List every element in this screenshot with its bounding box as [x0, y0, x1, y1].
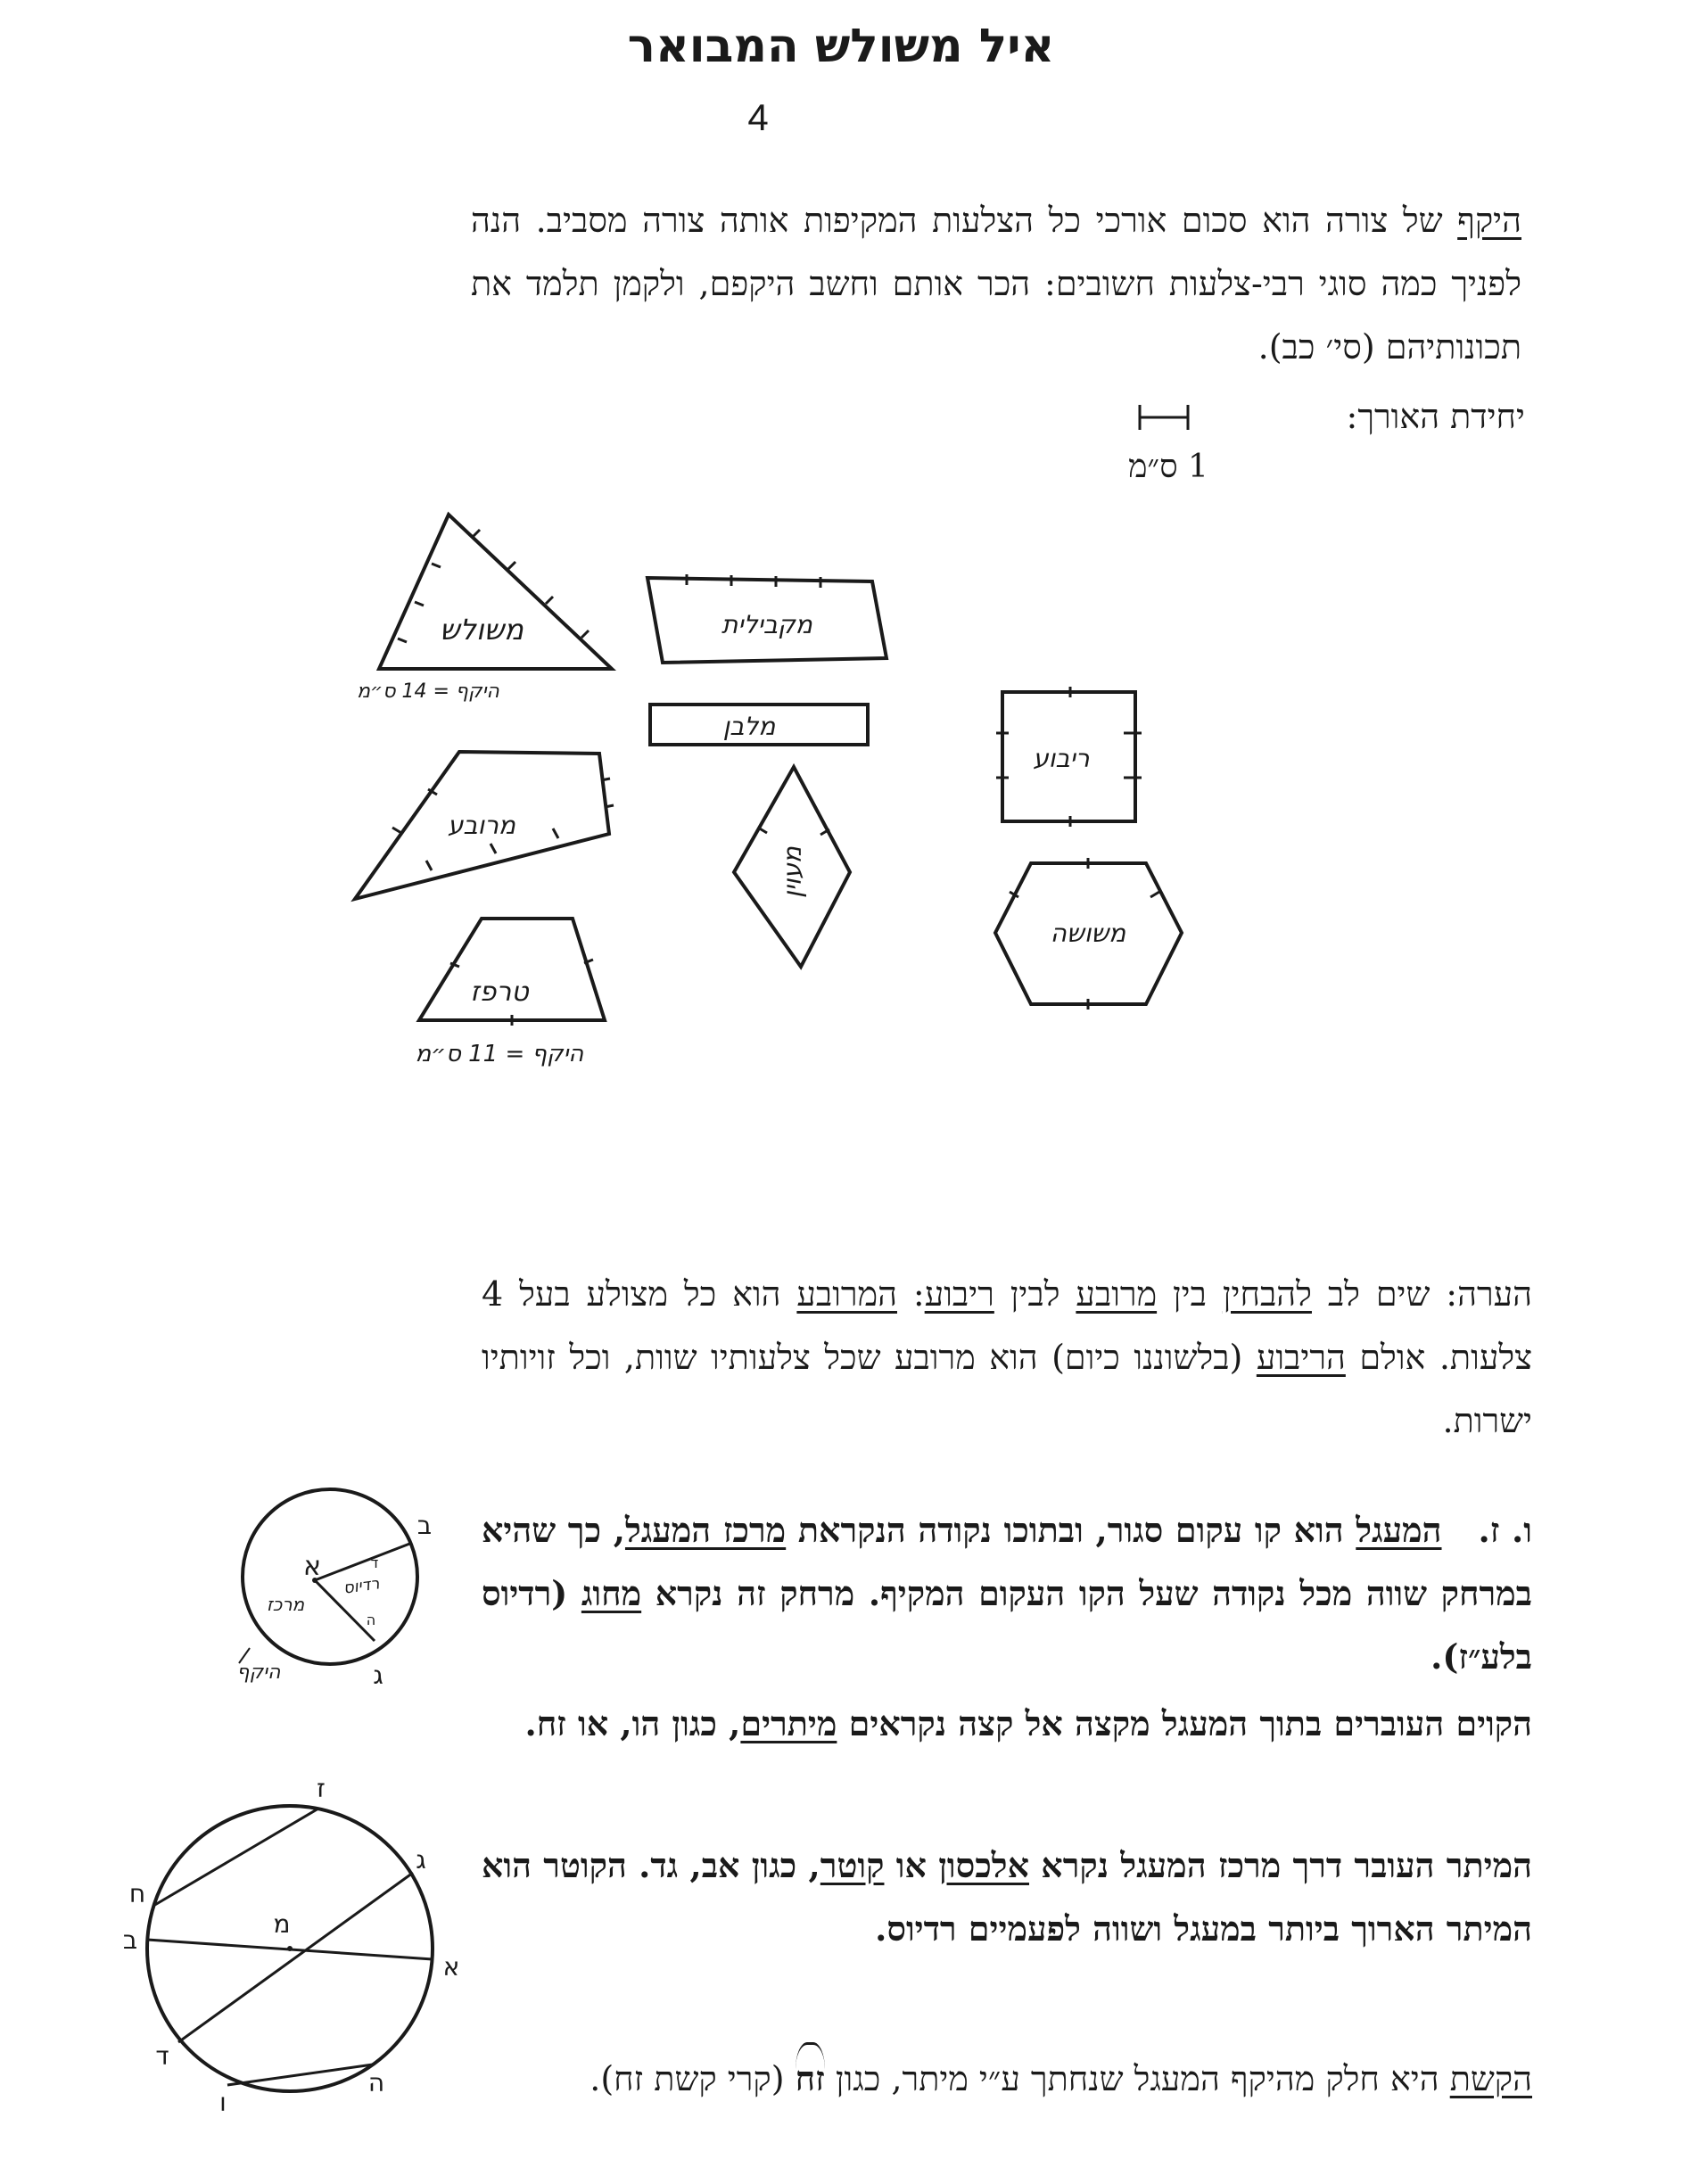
diameter-text-3: , כגון אב, גד. הקוטר הוא המיתר הארוך ביותר במעגל ושווה לפעמיים רדיוס. — [482, 1845, 1532, 1949]
term-arc: הקשת — [1449, 2059, 1532, 2098]
circle1-point-b: ב — [416, 1511, 433, 1540]
term-circle: המעגל — [1356, 1510, 1442, 1550]
unit-label: יחידת האורך: — [1346, 397, 1525, 436]
circle1-radius-label: רדיוס — [342, 1574, 381, 1598]
circle2-point-h: ה — [367, 2068, 385, 2097]
label-trapezoid-perimeter: היקף = 11 ס״מ — [415, 1041, 584, 1067]
circle-def-text-2: , כך שהיא במרחק שווה מכל נקודה שעל הקו העקום המקיף. מרחק זה נקרא — [482, 1510, 1532, 1613]
circle-def-text-1: הוא קו עקום סגור, ובתוכו נקודה הנקראת — [786, 1510, 1356, 1550]
page-number: 4 — [747, 96, 769, 138]
intro-paragraph — [471, 189, 1521, 379]
label-triangle-perimeter: היקף = 14 ס״מ — [357, 680, 499, 703]
page-title: איל משולש המבואר — [627, 20, 1055, 73]
arc-text-1: היא חלק מהיקף המעגל שנחתך ע״י מיתר, כגון — [824, 2059, 1450, 2098]
term-perimeter: היקף — [1457, 201, 1521, 240]
note-text-1: שים לב — [1311, 1274, 1447, 1314]
label-quadrilateral: מרובע — [447, 811, 516, 840]
circle-def-ref: ו. ז. — [1478, 1510, 1532, 1550]
note-text-5: הוא כל מצולע בעל 4 צלעות. אולם — [482, 1274, 1533, 1377]
polygons-figure — [339, 499, 1213, 1088]
note-text-3: לבין — [994, 1274, 1076, 1314]
unit-value: 1 ס״מ — [1128, 449, 1208, 485]
label-triangle: משולש — [440, 613, 524, 647]
circle2-point-v: ו — [219, 2088, 227, 2117]
intro-text: של צורה הוא סכום אורכי כל הצלעות המקיפות אותה צורה מסביב. הנה לפניך כמה סוגי רבי-צלעות חשובים: הכר אותם וחשב היקפם, ולקמן תלמד את תכונותיהם (סי׳ כב). — [471, 201, 1521, 367]
note-text-4: : — [896, 1274, 925, 1314]
label-hexagon: משושה — [1050, 919, 1126, 948]
note-term-the-square: הריבוע — [1256, 1338, 1346, 1377]
arc-text-2: (קרי קשת זח). — [590, 2059, 796, 2098]
term-radius: מחוג — [581, 1573, 642, 1613]
note-text-6: (בלשוננו כיום) הוא מרובע שכל צלעותיו שוות, וכל זויותיו ישרות. — [482, 1338, 1532, 1440]
chords-text-1: הקוים העוברים בתוך המעגל מקצה אל קצה נקראים — [837, 1703, 1532, 1743]
arc-paragraph — [482, 2042, 1532, 2111]
diameter-text-2: או — [884, 1845, 939, 1885]
circle-chords-figure — [116, 1761, 464, 2127]
arc-label: זח — [796, 2042, 825, 2110]
diameter-paragraph — [482, 1834, 1532, 1960]
note-term-distinguish: להבחין — [1222, 1274, 1312, 1314]
term-chords: מיתרים — [740, 1703, 837, 1743]
circle2-point-d: ד — [155, 2041, 169, 2071]
label-square: ריבוע — [1033, 744, 1090, 773]
label-rectangle: מלבן — [722, 712, 776, 741]
note-text-2: בין — [1157, 1274, 1223, 1314]
circle1-center-letter: א — [302, 1551, 322, 1582]
circle1-perimeter-label: היקף — [236, 1661, 281, 1684]
circle2-point-g: ג — [416, 1845, 426, 1875]
label-parallelogram: מקבילית — [721, 610, 812, 639]
note-term-the-quadrilateral: המרובע — [796, 1274, 897, 1314]
label-trapezoid: טרפז — [470, 977, 529, 1008]
label-rhombus: מעוין — [778, 845, 807, 899]
circle1-center-label: מרכז — [266, 1594, 305, 1615]
chords-paragraph — [482, 1692, 1532, 1755]
note-paragraph — [482, 1263, 1532, 1453]
term-circle-center: מרכז המעגל — [624, 1510, 787, 1550]
circle2-point-ch: ח — [128, 1879, 146, 1908]
circle2-point-z: ז — [317, 1774, 326, 1803]
note-term-quadrilateral: מרובע — [1076, 1274, 1158, 1314]
circle1-small-e: ה — [366, 1611, 376, 1628]
term-diameter: קוטר — [820, 1845, 885, 1885]
circle2-point-b: ב — [122, 1925, 138, 1955]
circle1-point-g: ג — [373, 1661, 383, 1690]
diameter-text-1: המיתר העובר דרך מרכז המעגל נקרא — [1028, 1845, 1532, 1885]
note-label: הערה: — [1446, 1274, 1532, 1314]
circle1-small-d: ד — [370, 1554, 379, 1571]
note-term-square: ריבוע — [924, 1274, 994, 1314]
term-diagonal: אלכסון — [938, 1845, 1029, 1885]
unit-segment-icon — [1133, 400, 1195, 435]
circle-center-radius-figure — [214, 1480, 482, 1703]
circle-definition-paragraph — [482, 1498, 1532, 1688]
circle2-point-a: א — [442, 1952, 460, 1982]
circle2-point-m: מ — [273, 1909, 291, 1939]
chords-text-2: , כגון הו, או זח. — [524, 1703, 741, 1743]
circle-def-text-3: (רדיוס בלע״ז). — [482, 1573, 1532, 1677]
tick-marks — [392, 530, 1159, 1026]
